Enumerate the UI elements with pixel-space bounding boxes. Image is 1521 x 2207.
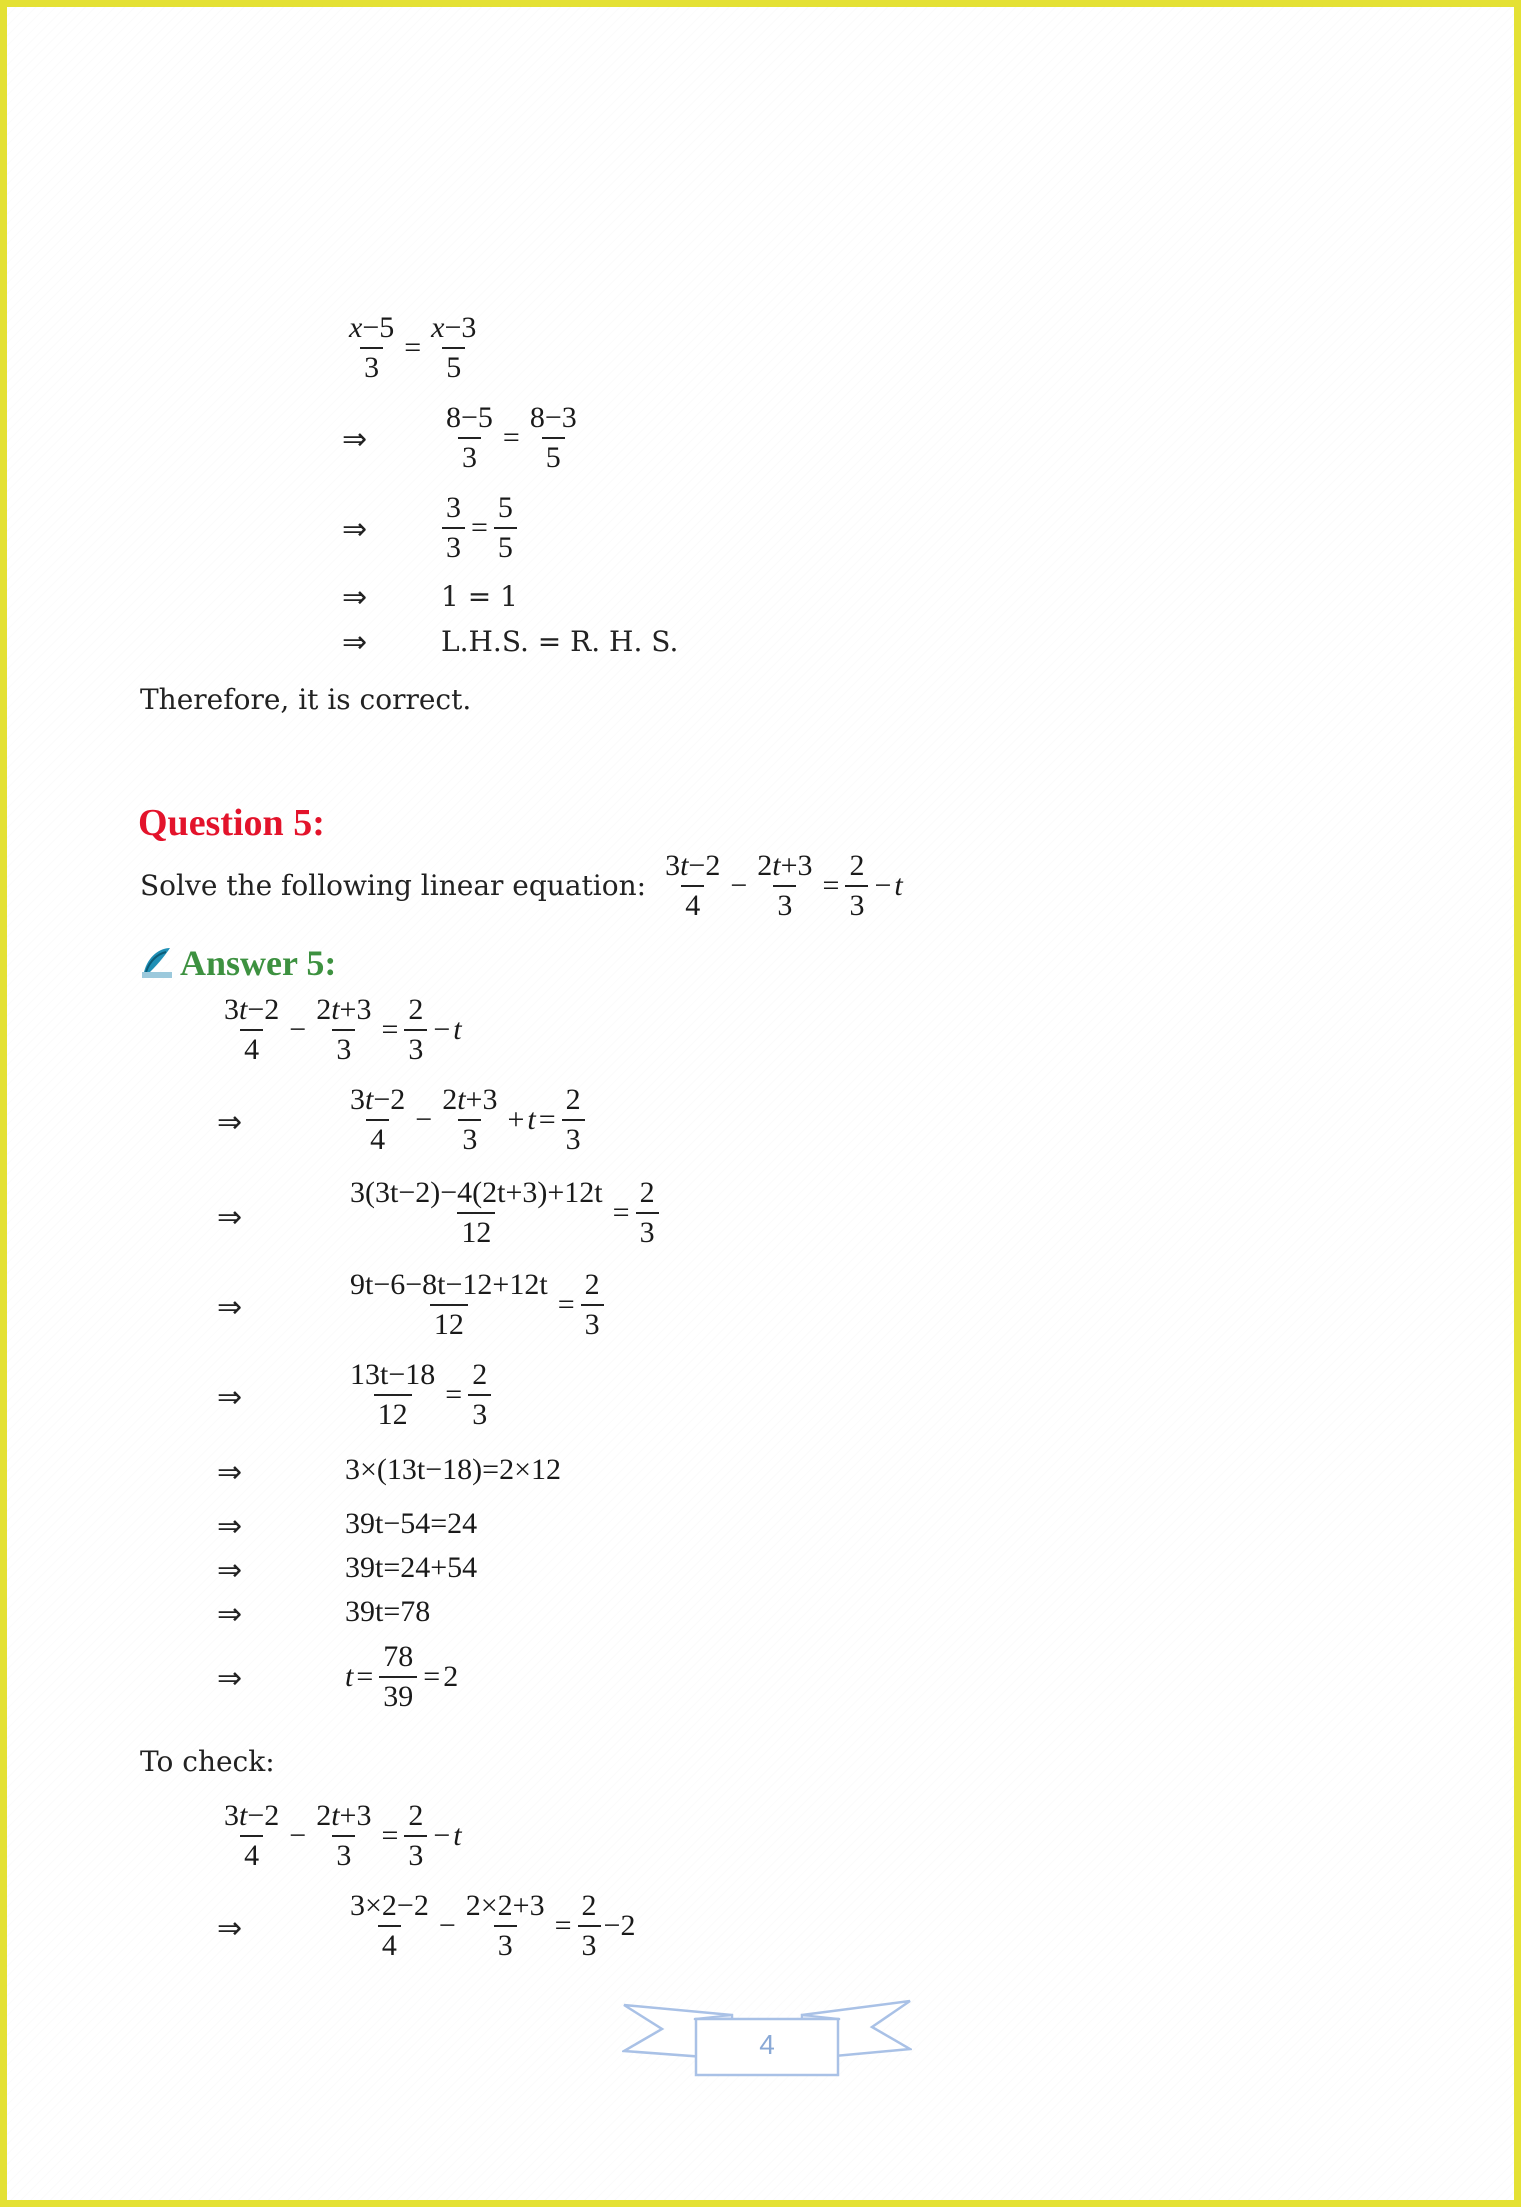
to-check-label: To check: [140, 1745, 275, 1778]
page-number: 4 [759, 2029, 775, 2060]
implies-arrow: ⇒ [217, 1290, 243, 1325]
answer-step-2: $\frac{3t-2}{4}$ − $\frac{2t+3}{3}$ + t = $\frac{2}{3}$ [343, 1084, 588, 1155]
question-equation: $\frac{3t-2}{4}$ − $\frac{2t+3}{3}$ = $\frac{2}{3}$ − t [665, 849, 903, 922]
page-number-ribbon [622, 1997, 912, 2079]
check4-conclusion: Therefore, it is correct. [140, 683, 472, 716]
check5-line1: $\frac{3t-2}{4}$ − $\frac{2t+3}{3}$ = $\frac{2}{3}$ − t [224, 1799, 462, 1872]
implies-arrow: ⇒ [217, 1911, 243, 1946]
question-prompt: Solve the following linear equation: [140, 869, 647, 902]
check5-line2: $\frac{3\times 2-2}{4}$ − $\frac{2\times 2+3}{3}$ = $\frac{2}{3}$ −2 [350, 1889, 636, 1962]
answer-step-7: 39t−54=24 [345, 1507, 478, 1540]
implies-arrow: ⇒ [217, 1553, 243, 1588]
implies-arrow: ⇒ [342, 580, 368, 615]
answer-step-6: 3×(13t−18)=2×12 [345, 1453, 561, 1486]
answer-step-10: t = $\frac{78}{39}$ = 2 [345, 1640, 459, 1713]
implies-arrow: ⇒ [217, 1509, 243, 1544]
implies-arrow: ⇒ [217, 1597, 243, 1632]
pen-logo-icon [140, 946, 174, 980]
implies-arrow: ⇒ [217, 1105, 243, 1140]
answer-step-3: $\frac{3(3t-2)-4(2t+3)+12t}{12}$ = $\frac{2}{3}$ [343, 1177, 662, 1248]
implies-arrow: ⇒ [342, 512, 368, 547]
implies-arrow: ⇒ [342, 422, 368, 457]
implies-arrow: ⇒ [217, 1200, 243, 1235]
check4-line4: 1 = 1 [441, 580, 518, 613]
check4-line5: L.H.S. = R. H. S. [441, 625, 679, 658]
implies-arrow: ⇒ [217, 1661, 243, 1696]
question-prompt-line [140, 850, 903, 921]
implies-arrow: ⇒ [342, 625, 368, 660]
answer-step-9: 39t=78 [345, 1595, 431, 1628]
answer-step-8: 39t=24+54 [345, 1551, 478, 1584]
check4-line1: $\frac{x-5}{3}$ = $\frac{x-3}{5}$ [342, 312, 483, 383]
check4-line3: $\frac{3}{3}$ = $\frac{5}{5}$ [439, 492, 520, 563]
fraction: $\frac{x-3}{5}$ [431, 311, 477, 384]
answer-step-5: $\frac{13t-18}{12}$ = $\frac{2}{3}$ [343, 1359, 494, 1430]
fraction: $\frac{x-5}{3}$ [349, 311, 395, 384]
implies-arrow: ⇒ [217, 1455, 243, 1490]
implies-arrow: ⇒ [217, 1380, 243, 1415]
answer-step-1: $\frac{3t-2}{4}$ − $\frac{2t+3}{3}$ = $\frac{2}{3}$ − t [224, 993, 462, 1066]
answer-heading: Answer 5: [180, 943, 337, 983]
answer-step-4: $\frac{9t-6-8t-12+12t}{12}$ = $\frac{2}{3}$ [343, 1269, 607, 1340]
answer-heading-row [140, 942, 336, 984]
question-heading: Question 5: [138, 802, 325, 844]
check4-line2: $\frac{8-5}{3}$ = $\frac{8-3}{5}$ [446, 401, 577, 474]
